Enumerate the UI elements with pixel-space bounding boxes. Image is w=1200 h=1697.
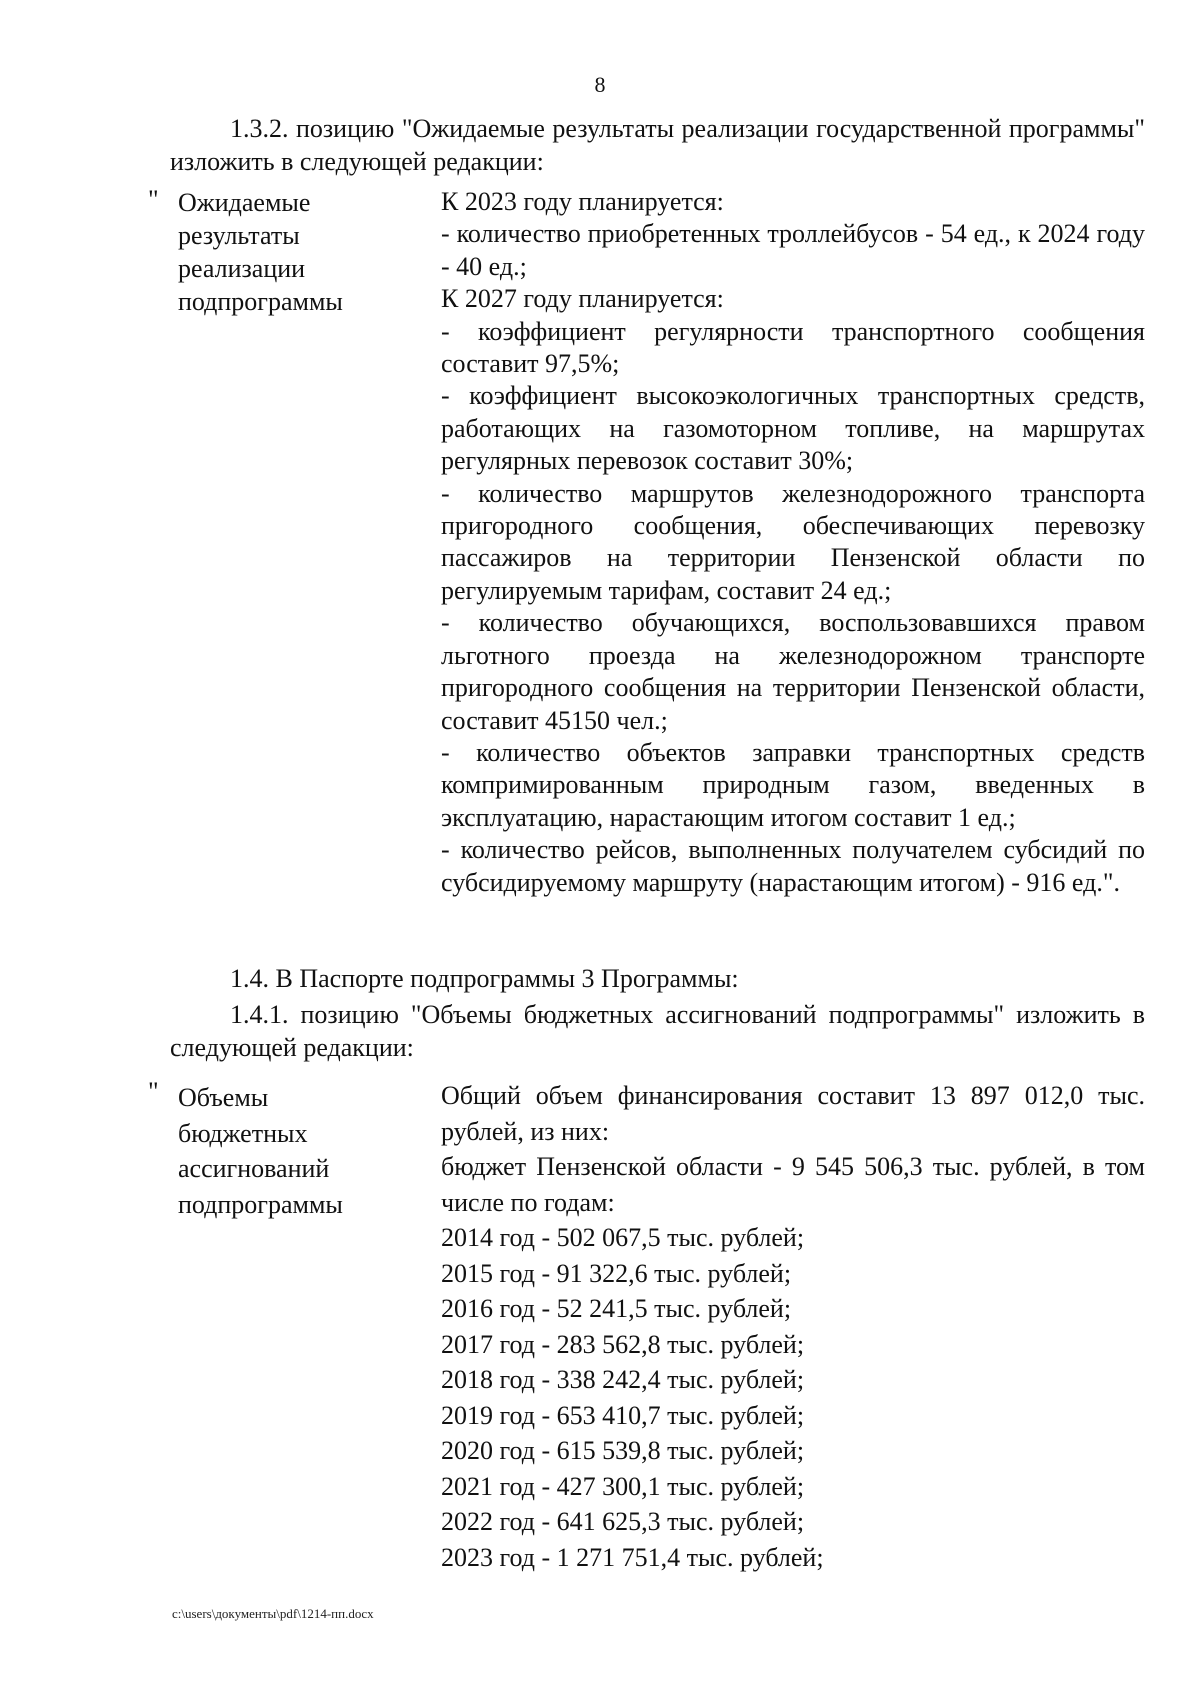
expected-results-label [178,186,428,318]
label-line: подпрограммы [178,287,343,316]
result-item: - количество приобретенных троллейбусов - 54 ед., к 2024 году - 40 ед.; [441,219,1145,281]
budget-volume-value [441,1078,1145,1575]
year-funding: 2020 год - 615 539,8 тыс. рублей; [441,1436,805,1465]
year-funding: 2018 год - 338 242,4 тыс. рублей; [441,1365,805,1394]
year-funding: 2019 год - 653 410,7 тыс. рублей; [441,1400,805,1430]
opening-quote-mark: " [148,1077,159,1106]
result-item: - коэффициент высокоэкологичных транспортных средств, работающих на газомоторном топливе, на маршрутах регулярных перевозок составит 30%; [441,381,1145,476]
regional-budget: бюджет Пензенской области - 9 545 506,3 тыс. рублей, в том числе по годам: [441,1152,1145,1217]
expected-results-value [441,186,1145,899]
label-line: Объемы [178,1083,269,1112]
result-item: - количество маршрутов железнодорожного транспорта пригородного сообщения, обеспечивающих перевозку пассажиров на территории Пензенской области по регулируемым тарифам, составит 24 ед.; [441,478,1145,605]
total-funding: Общий объем финансирования составит 13 897 012,0 тыс. рублей, из них: [441,1081,1145,1146]
footer-file-path: c:\users\документы\pdf\1214-пп.docx [172,1606,374,1621]
year-funding: 2022 год - 641 625,3 тыс. рублей; [441,1507,805,1536]
year-funding: 2017 год - 283 562,8 тыс. рублей; [441,1329,805,1359]
result-item: К 2027 году планируется: [441,284,724,314]
year-funding: 2023 год - 1 271 751,4 тыс. рублей; [441,1542,824,1572]
label-line: результаты [178,221,300,250]
section-1-4-1-intro: 1.4.1. позицию "Объемы бюджетных ассигнований подпрограммы" изложить в следующей редакции: [170,1000,1145,1062]
result-item: - коэффициент регулярности транспортного сообщения составит 97,5%; [441,316,1145,379]
result-item: - количество обучающихся, воспользовавшихся правом льготного проезда на железнодорожном транспорте пригородного сообщения на территории Пензенской области, составит 45150 чел.; [441,608,1145,735]
year-funding: 2016 год - 52 241,5 тыс. рублей; [441,1294,792,1323]
label-line: реализации [178,254,306,283]
result-item: - количество рейсов, выполненных получателем субсидий по субсидируемому маршруту (нарастающим итогом) - 916 ед.". [441,835,1145,897]
section-1-4-heading: 1.4. В Паспорте подпрограммы 3 Программы: [230,964,739,993]
label-line: бюджетных [178,1118,308,1148]
result-item: К 2023 году планируется: [441,187,724,216]
year-funding: 2021 год - 427 300,1 тыс. рублей; [441,1471,805,1501]
opening-quote-mark: " [148,185,159,214]
year-funding: 2014 год - 502 067,5 тыс. рублей; [441,1223,805,1252]
budget-volume-label [178,1080,428,1222]
label-line: подпрограммы [178,1189,343,1219]
label-line: Ожидаемые [178,188,311,217]
result-item: - количество объектов заправки транспортных средств компримированным природным газом, введенных в эксплуатацию, нарастающим итогом составит 1 ед.; [441,737,1145,832]
section-1-3-2-intro: 1.3.2. позицию "Ожидаемые результаты реализации государственной программы" изложить в следующей редакции: [170,114,1145,176]
label-line: ассигнований [178,1154,330,1183]
year-funding: 2015 год - 91 322,6 тыс. рублей; [441,1258,792,1288]
page-number: 8 [594,72,606,97]
